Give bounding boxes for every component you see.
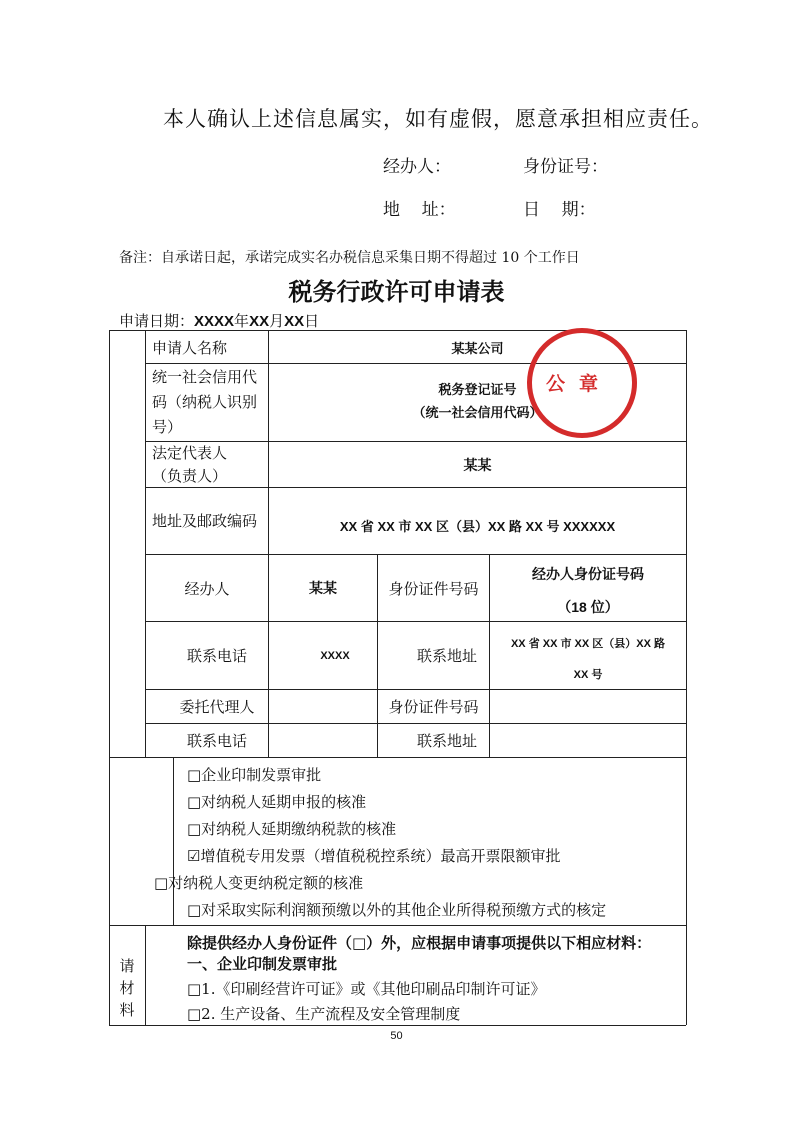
agent-phone-label: 联系电话 <box>186 732 247 750</box>
credit-code-value-line2: （统一社会信用代码） <box>412 404 543 420</box>
item-deferred-payment[interactable]: □对纳税人延期缴纳税款的核准 <box>187 820 397 838</box>
month-unit: 月 <box>269 312 285 330</box>
address-postcode-value: XX 省 XX 市 XX 区（县）XX 路 XX 号 XXXXXX <box>339 518 616 534</box>
item-vat-invoice-limit[interactable]: ☑增值税专用发票（增值税税控系统）最高开票限额审批 <box>187 847 561 865</box>
materials-intro: 除提供经办人身份证件（□）外，应根据申请事项提供以下相应材料： <box>187 934 652 952</box>
handler-id-value-line2: （18 位） <box>557 599 619 615</box>
page-number: 50 <box>390 1030 403 1042</box>
handler-id-value-line1: 经办人身份证号码 <box>532 566 644 582</box>
material-item-1[interactable]: □1.《印刷经营许可证》或《其他印刷品印制许可证》 <box>187 980 546 998</box>
agent-id-type-label: 身份证件号码 <box>388 698 479 716</box>
item-prepayment-method[interactable]: □对采取实际利润额预缴以外的其他企业所得税预缴方式的核定 <box>187 901 607 919</box>
agent-label: 委托代理人 <box>179 698 255 716</box>
id-number-label: 身份证号： <box>523 157 608 177</box>
handler-value: 某某 <box>309 580 337 596</box>
material-item-2[interactable]: □2. 生产设备、生产流程及安全管理制度 <box>187 1005 461 1023</box>
contact-address-value-line1: XX 省 XX 市 XX 区（县）XX 路 <box>510 638 666 650</box>
address-postcode-label: 地址及邮政编码 <box>152 512 258 530</box>
application-date-label: 申请日期： <box>119 312 195 330</box>
materials-section-1: 一、企业印制发票审批 <box>187 955 338 973</box>
application-day: XX <box>284 313 305 330</box>
application-date <box>119 310 319 331</box>
application-year: XXXX <box>194 313 235 330</box>
contact-address-label: 联系地址 <box>416 647 477 665</box>
legal-representative-value: 某某 <box>463 456 492 473</box>
agent-address-label: 联系地址 <box>416 732 477 750</box>
date-signature-label: 日 期： <box>523 200 596 220</box>
application-month: XX <box>249 313 270 330</box>
phone-value: XXXX <box>320 649 350 662</box>
address-signature-label: 地 址： <box>383 200 456 220</box>
remark-note: 备注：自承诺日起，承诺完成实名办税信息采集日期不得超过 10 个工作日 <box>119 250 580 266</box>
form-title: 税务行政许可申请表 <box>288 278 505 306</box>
handler-signature-label: 经办人： <box>383 157 451 177</box>
year-unit: 年 <box>234 312 250 330</box>
handler-label: 经办人 <box>184 579 230 598</box>
contact-address-value-line2: XX 号 <box>573 669 603 681</box>
item-deferred-filing[interactable]: □对纳税人延期申报的核准 <box>187 793 367 811</box>
phone-label: 联系电话 <box>186 647 247 665</box>
applicant-name-label: 申请人名称 <box>152 338 228 357</box>
legal-representative-label: 法定代表人（负责人） <box>152 443 228 485</box>
item-tax-quota-change[interactable]: □对纳税人变更纳税定额的核准 <box>154 874 364 892</box>
credit-code-value-line1: 税务登记证号 <box>438 381 517 397</box>
applicant-name-value: 某某公司 <box>451 340 504 356</box>
handler-id-type-label: 身份证件号码 <box>388 579 479 598</box>
materials-side-label: 请材料 <box>119 957 135 1019</box>
credit-code-label: 统一社会信用代码（纳税人识别号） <box>152 368 258 436</box>
confirmation-statement: 本人确认上述信息属实，如有虚假，愿意承担相应责任。 <box>163 107 713 131</box>
seal-text: 公章 <box>546 373 613 395</box>
day-unit: 日 <box>304 312 320 330</box>
item-invoice-printing[interactable]: □企业印制发票审批 <box>187 766 322 784</box>
